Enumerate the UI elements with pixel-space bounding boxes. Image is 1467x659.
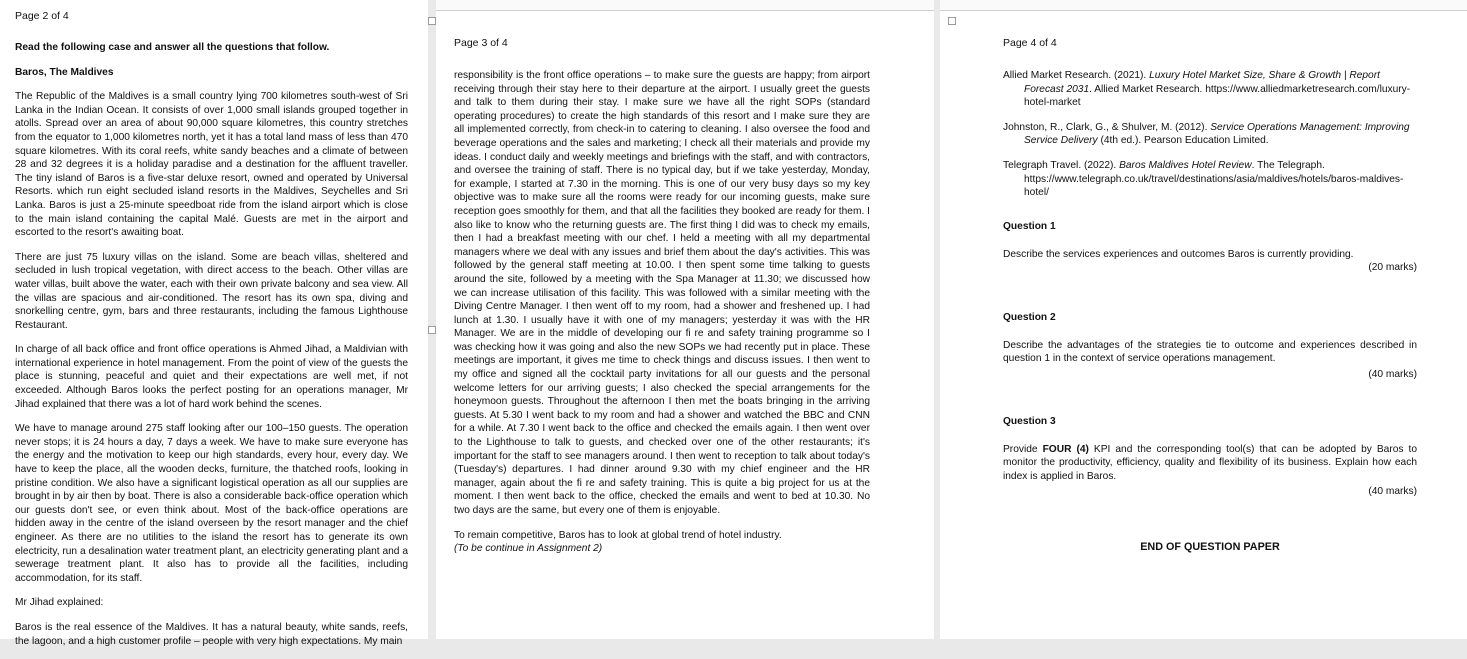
paragraph: responsibility is the front office operations – to make sure the guests are happy; from airport receiving through their stay here to their departure at the airport. I usually greet the guests and talk to them during their stay. I make sure we have all the right SOPs (standard operating procedures) to create the high standards of this resort and I make sure they are all implemented correctly, from check-in to catering to cleaning. I also oversee the food and beverage operations and the sales and marketing; I check all their materials and provide my ideas. I conduct daily and weekly meetings and briefings with the staff, and with contractors, and oversee the training of staff. There is no typical day, but if we take yesterday, Monday, for example, I started at 7.30 in the morning. This is one of our very busy days so my key objective was to make sure all the rooms were ready for our incoming guests, make sure reception goes smoothly for them, and that all the facilities they booked are ready for them. I also like to know who the returning guests are. The first thing I did was to check my emails, then I had a breakfast meeting with our chef. I held a meeting with all my departmental managers where we deal with any issues and brief them about the day's activities. This was followed by the general staff meeting at 10.00. I then spent some time talking to guests around the site, followed by a meeting with the Spa Manager at 11.30; we discussed how we can increase utilisation of this facility. This was followed with a similar meeting with the Diving Centre Manager. I then went off to my room, had a shower and freshened up. I had lunch at 1.30. I usually have it with one of my managers; yesterday it was with the HR Manager. We are in the middle of developing our fi re and safety training programme so I was checking how it was going and also the new SOPs we had recently put in place. These meetings are important, it gives me time to check things and discuss issues. I then went to my office and signed all the cocktail party invitations for all our guests and the personal welcome letters for our arriving guests; I also checked the special arrangements for the honeymoon guests. Throughout the afternoon I then met the boats bringing in the arriving guests. At 5.30 I went back to my room and had a shower and watched the BBC and CNN for a while. At 7.30 I went back to the office and checked the emails again. I then went over to the Lighthouse to talk to guests, and checked over one of the other restaurants; it's important for the staff to see managers around. I then went to reception to talk about today's (Tuesday's) departures. I had dinner around 9.30 with my chief engineer and the HR manager, again about the fi re and safety training. This is quite a big project for us at the moment. I then went back to the office, checked the emails and went to bed at 10.30. No two days are the same, but every one of them is enjoyable. <box>454 70 870 516</box>
ruler[interactable] <box>940 0 1467 11</box>
page-number: Page 4 of 4 <box>1003 37 1057 49</box>
paragraph: Baros is the real essence of the Maldives. It has a natural beauty, white sands, reefs, the lagoon, and a high customer profile – people with very high expectations. My main <box>15 621 408 647</box>
case-text <box>454 69 870 567</box>
question-3 <box>1003 415 1417 499</box>
question-marks: (40 marks) <box>1368 368 1417 380</box>
page-number: Page 3 of 4 <box>454 37 508 49</box>
ruler[interactable] <box>436 0 934 11</box>
case-text <box>15 41 408 659</box>
instruction: Read the following case and answer all the questions that follow. <box>15 42 330 53</box>
paragraph: To remain competitive, Baros has to look at global trend of hotel industry. <box>454 529 782 541</box>
paragraph: There are just 75 luxury villas on the island. Some are beach villas, sheltered and secluded in lush tropical vegetation, with direct access to the beach. Other villas are water villas, built above the water, each with their own private balcony and sea view. All the villas are spacious and air-conditioned. The resort has its own spa, diving and snorkelling centre, gym, bars and three restaurants, including the famous Lighthouse Restaurant. <box>15 251 408 331</box>
end-of-paper: END OF QUESTION PAPER <box>1140 541 1280 553</box>
reference: Allied Market Research. (2021). Luxury Hotel Market Size, Share & Growth | Report Forecast 2031. Allied Market Research. https://www.alliedmarketresearch.com/luxury-hotel-market <box>1003 70 1411 109</box>
question-text: Describe the services experiences and outcomes Baros is currently providing. <box>1003 248 1354 260</box>
question-heading: Question 3 <box>1003 416 1056 427</box>
reference: Telegraph Travel. (2022). Baros Maldives Hotel Review. The Telegraph. https://www.telegraph.co.uk/travel/destinations/asia/maldives/hotels/baros-maldives-hotel/ <box>1003 159 1404 199</box>
references <box>1003 69 1421 211</box>
page-3 <box>436 0 934 639</box>
paragraph: The Republic of the Maldives is a small country lying 700 kilometres south-west of Sri Lanka in the Indian Ocean. It consists of over 1,000 small islands grouped together in atolls. Spread over an area of about 90,000 square kilometres, this country stretches from the equator to 1,000 kilometres north, yet it has a total land mass of less than 470 square kilometres. With its coral reefs, white sandy beaches and a climate of between 28 and 32 degrees it is a holiday paradise and a destination for the affluent traveller. The tiny island of Baros is a five-star deluxe resort, owned and operated by Universal Resorts. which run eight secluded island resorts in the Maldives, Seychelles and Sri Lanka. Baros is just a 25-minute speedboat ride from the island airport which is close to the main island containing the capital Malé. Guests are met in the airport and escorted to the resort's awaiting boat. <box>15 91 408 239</box>
paragraph: We have to manage around 275 staff looking after our 100–150 guests. The operation never stops; it is 24 hours a day, 7 days a week. We have to make sure everyone has the energy and the motivation to keep our high standards, every hour, every day. We have to keep the place, all the wooden decks, furniture, the thatched roofs, looking in pristine condition. We also have a significant logistical operation as all our supplies are brought in by air then by boat. There is also a considerable back-office operation which our guests don't see, or even think about. Most of the back-office operations are hidden away in the centre of the island overseen by the resort manager and the chief engineer. As there are no utilities to the island the resort has to generate its own electricity, run a desalination water treatment plant, an electricity generating plant and a sewerage treatment plant. It also has to provide all the facilities, including accommodation, for its staff. <box>15 423 408 584</box>
page-number: Page 2 of 4 <box>15 10 69 22</box>
question-heading: Question 1 <box>1003 221 1056 232</box>
question-marks: (20 marks) <box>1368 262 1417 274</box>
question-marks: (40 marks) <box>1368 486 1417 498</box>
resize-handle[interactable] <box>428 326 436 334</box>
question-text: Describe the advantages of the strategies tie to outcome and experiences described in question 1 in the context of service operations management. <box>1003 339 1417 365</box>
resize-handle[interactable] <box>428 17 436 25</box>
case-title: Baros, The Maldives <box>15 66 114 78</box>
question-1 <box>1003 220 1417 275</box>
resize-handle[interactable] <box>948 17 956 25</box>
paragraph: Mr Jihad explained: <box>15 597 104 609</box>
reference: Johnston, R., Clark, G., & Shulver, M. (2012). Service Operations Management: Improving Service Delivery (4th ed.). Pearson Education Limited. <box>1003 121 1410 147</box>
question-heading: Question 2 <box>1003 312 1056 323</box>
continue-note: (To be continue in Assignment 2) <box>454 543 603 555</box>
page-4 <box>940 0 1467 639</box>
paragraph: In charge of all back office and front office operations is Ahmed Jihad, a Maldivian with international experience in hotel management. From the point of view of the guests the place is stunning, peaceful and quiet and their expectations are well met, if not exceeded. Although Baros looks the perfect posting for an operations manager, Mr Jihad explained that there was a lot of hard work behind the scenes. <box>15 344 408 410</box>
question-text: Provide FOUR (4) KPI and the corresponding tool(s) that can be adopted by Baros to monitor the productivity, efficiency, quality and flexibility of its business. Explain how each index is applied in Baros. <box>1003 443 1417 482</box>
question-2 <box>1003 311 1417 381</box>
page-2 <box>0 0 428 647</box>
